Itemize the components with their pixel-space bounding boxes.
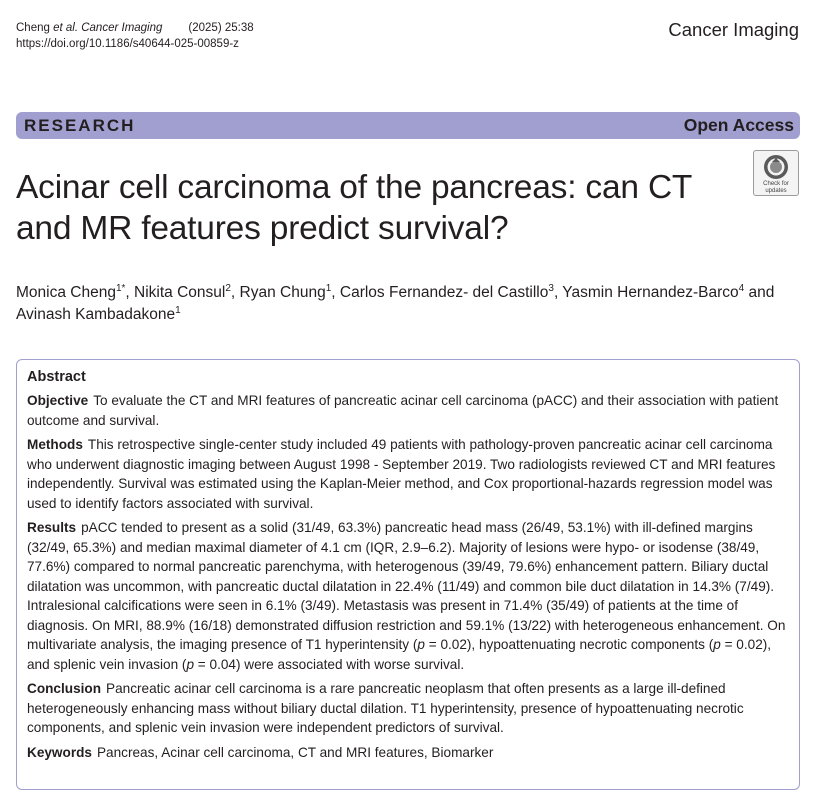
- author-list: [16, 282, 796, 326]
- results-text: = 0.04) were associated with worse survival.: [194, 656, 465, 672]
- author[interactable]: [340, 284, 554, 301]
- doi-link[interactable]: https://doi.org/10.1186/s40644-025-00859-z: [16, 38, 239, 50]
- check-updates-icon: [763, 154, 789, 180]
- author-affiliation: 1*: [115, 283, 126, 294]
- author-separator: ,: [125, 284, 135, 301]
- author[interactable]: [240, 284, 332, 301]
- check-updates-line1: Check for: [763, 181, 789, 187]
- citation-journal: [16, 22, 162, 34]
- author-affiliation: 3: [548, 283, 554, 294]
- methods-text: This retrospective single-center study included 49 patients with pathology-proven pancreatic acinar cell carcinoma who underwent diagnostic imaging between August 1998 - September 2019. Two radiologists reviewed CT and MRI features independently. Survival was estimated using the Kaplan-Meier method, and Cox proportional-hazards regression model was used to identify factors associated with survival.: [27, 437, 776, 511]
- author-name: Nikita Consul: [134, 284, 226, 301]
- author-name: Carlos Fernandez- del Castillo: [339, 284, 549, 301]
- author-affiliation: 1: [175, 305, 181, 316]
- journal-name: Cancer Imaging: [668, 19, 799, 40]
- author-affiliation: 4: [738, 283, 745, 294]
- author-name: Avinash Kambadakone: [16, 306, 176, 323]
- objective-text: To evaluate the CT and MRI features of pancreatic acinar cell carcinoma (pACC) and their association with patient outcome and survival.: [27, 393, 779, 428]
- methods-label: Methods: [27, 437, 83, 452]
- author[interactable]: [16, 306, 181, 323]
- open-access-label: Open Access: [683, 115, 794, 135]
- citation-line: [16, 20, 254, 36]
- check-updates-line2: updates: [765, 188, 787, 194]
- results-text: pACC tended to present as a solid (31/49, 63.3%) pancreatic head mass (26/49, 53.1%) with ill-defined margins (32/49, 65.3%) and median maximal diameter of 4.1 cm (IQR, 2.9–6.2). Majority of lesions were hypo- or isodense (38/49, 77.6%) compared to normal pancreatic parenchyma, with heterogenous (39/49, 79.6%) enhancement pattern. Biliary ductal dilatation was uncommon, with pancreatic ductal dilatation in 22.4% (11/49) and common bile duct dilatation in 14.3% (7/49). Intralesional calcifications were seen in 6.1% (3/49). Metastasis was present in 71.4% (35/49) of patients at the time of diagnosis. On MRI, 88.9% (16/18) demonstrated diffusion restriction and 59.1% (13/22) with heterogeneous enhancement. On multivariate analysis, the imaging presence of T1 hyperintensity (: [27, 520, 786, 652]
- author-separator: and: [744, 284, 775, 301]
- citation-etal: et al.: [53, 22, 79, 34]
- abstract-results: [27, 518, 789, 674]
- p-value-symbol: p: [186, 656, 195, 672]
- conclusion-label: Conclusion: [27, 681, 102, 696]
- check-for-updates-badge[interactable]: [753, 150, 799, 196]
- abstract-methods: [27, 435, 789, 513]
- p-value-symbol: p: [417, 637, 425, 652]
- results-text: = 0.02), and splenic vein invasion (: [27, 637, 772, 672]
- p-value-symbol: p: [713, 637, 721, 652]
- results-label: Results: [27, 520, 77, 535]
- results-text: = 0.02), hypoattenuating necrotic components (: [424, 637, 714, 652]
- conclusion-text: Pancreatic acinar cell carcinoma is a rare pancreatic neoplasm that often presents as a large ill-defined heterogeneously enhancing mass without biliary ductal dilation. T1 hyperintensity, presence of hypoattenuating necrotic components, and splenic vein invasion were independent predictors of survival.: [27, 681, 744, 735]
- author-name: Ryan Chung: [239, 284, 326, 301]
- check-updates-label: [763, 181, 789, 195]
- abstract-box: [16, 359, 800, 790]
- author[interactable]: [134, 284, 231, 301]
- author-separator: ,: [230, 284, 240, 301]
- objective-label: Objective: [27, 393, 89, 408]
- citation-journal-name: Cancer Imaging: [78, 22, 163, 34]
- article-type-label: RESEARCH: [24, 115, 136, 135]
- article-type-banner: [16, 112, 800, 139]
- citation-authors: Cheng: [16, 22, 54, 34]
- abstract-heading: Abstract: [27, 369, 86, 385]
- abstract-objective: [27, 391, 789, 430]
- author-name: Yasmin Hernandez-Barco: [562, 284, 739, 301]
- author[interactable]: [562, 284, 744, 301]
- author[interactable]: [16, 284, 125, 301]
- keywords-label: Keywords: [27, 744, 92, 760]
- keywords-text: Pancreas, Acinar cell carcinoma, CT and MRI features, Biomarker: [96, 744, 494, 760]
- citation-block: [16, 20, 254, 52]
- author-separator: ,: [331, 284, 340, 301]
- article-title: Acinar cell carcinoma of the pancreas: can CT and MR features predict survival?: [16, 169, 692, 247]
- author-name: Monica Cheng: [16, 284, 116, 301]
- citation-year: (2025) 25:38: [188, 22, 254, 34]
- abstract-conclusion: [27, 679, 789, 738]
- author-affiliation: 2: [225, 283, 231, 294]
- author-affiliation: 1: [325, 283, 332, 294]
- author-separator: ,: [553, 284, 563, 301]
- abstract-keywords: [27, 743, 789, 763]
